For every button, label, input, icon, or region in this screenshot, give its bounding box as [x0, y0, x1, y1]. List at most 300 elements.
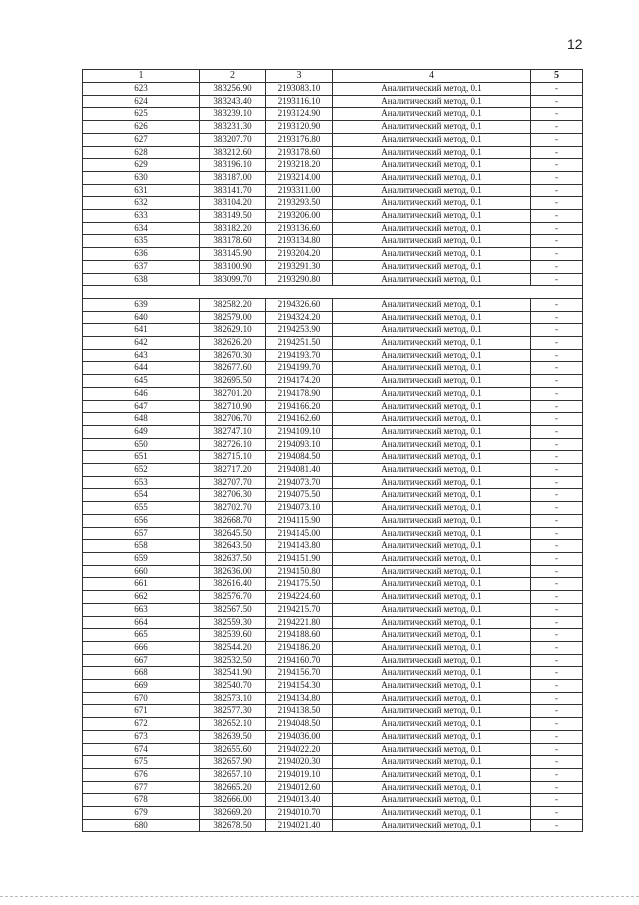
- method-cell: Аналитический метод, 0.1: [333, 362, 531, 375]
- x-coordinate-cell: 382706.30: [200, 489, 266, 502]
- y-coordinate-cell: 2194150.80: [266, 565, 333, 578]
- x-coordinate-cell: 383182.20: [200, 222, 266, 235]
- y-coordinate-cell: 2194178.90: [266, 387, 333, 400]
- method-cell: Аналитический метод, 0.1: [333, 375, 531, 388]
- point-number-cell: 669: [83, 680, 200, 693]
- col5-cell: -: [531, 451, 583, 464]
- point-number-cell: 666: [83, 641, 200, 654]
- col5-cell: -: [531, 514, 583, 527]
- y-coordinate-cell: 2194175.50: [266, 578, 333, 591]
- method-cell: Аналитический метод, 0.1: [333, 616, 531, 629]
- col5-cell: -: [531, 273, 583, 286]
- col5-cell: -: [531, 641, 583, 654]
- method-cell: Аналитический метод, 0.1: [333, 718, 531, 731]
- x-coordinate-cell: 382706.70: [200, 413, 266, 426]
- method-cell: Аналитический метод, 0.1: [333, 197, 531, 210]
- col5-cell: -: [531, 718, 583, 731]
- col5-cell: -: [531, 654, 583, 667]
- col5-cell: -: [531, 680, 583, 693]
- x-coordinate-cell: 382669.20: [200, 807, 266, 820]
- x-coordinate-cell: 382715.10: [200, 451, 266, 464]
- table-row: [83, 654, 583, 667]
- method-cell: Аналитический метод, 0.1: [333, 248, 531, 261]
- x-coordinate-cell: 382717.20: [200, 464, 266, 477]
- header-col-4: 4: [333, 70, 531, 83]
- table-row: [83, 425, 583, 438]
- table-row: [83, 616, 583, 629]
- point-number-cell: 629: [83, 159, 200, 172]
- point-number-cell: 627: [83, 133, 200, 146]
- method-cell: Аналитический метод, 0.1: [333, 603, 531, 616]
- col5-cell: -: [531, 260, 583, 273]
- col5-cell: -: [531, 616, 583, 629]
- x-coordinate-cell: 383256.90: [200, 83, 266, 96]
- point-number-cell: 643: [83, 349, 200, 362]
- y-coordinate-cell: 2193293.50: [266, 197, 333, 210]
- col5-cell: -: [531, 400, 583, 413]
- table-row: [83, 807, 583, 820]
- method-cell: Аналитический метод, 0.1: [333, 121, 531, 134]
- table-row: [83, 794, 583, 807]
- col5-cell: -: [531, 578, 583, 591]
- x-coordinate-cell: 383145.90: [200, 248, 266, 261]
- method-cell: Аналитический метод, 0.1: [333, 413, 531, 426]
- method-cell: Аналитический метод, 0.1: [333, 133, 531, 146]
- y-coordinate-cell: 2194075.50: [266, 489, 333, 502]
- y-coordinate-cell: 2194151.90: [266, 553, 333, 566]
- y-coordinate-cell: 2194019.10: [266, 768, 333, 781]
- col5-cell: -: [531, 603, 583, 616]
- table-row: [83, 680, 583, 693]
- header-col-5: 5: [531, 70, 583, 83]
- col5-cell: -: [531, 565, 583, 578]
- x-coordinate-cell: 383239.10: [200, 108, 266, 121]
- col5-cell: -: [531, 540, 583, 553]
- point-number-cell: 659: [83, 553, 200, 566]
- col5-cell: -: [531, 95, 583, 108]
- table-row: [83, 95, 583, 108]
- y-coordinate-cell: 2194115.90: [266, 514, 333, 527]
- y-coordinate-cell: 2194324.20: [266, 311, 333, 324]
- col5-cell: -: [531, 184, 583, 197]
- y-coordinate-cell: 2194160.70: [266, 654, 333, 667]
- point-number-cell: 654: [83, 489, 200, 502]
- point-number-cell: 646: [83, 387, 200, 400]
- point-number-cell: 656: [83, 514, 200, 527]
- method-cell: Аналитический метод, 0.1: [333, 438, 531, 451]
- col5-cell: -: [531, 807, 583, 820]
- method-cell: Аналитический метод, 0.1: [333, 591, 531, 604]
- method-cell: Аналитический метод, 0.1: [333, 553, 531, 566]
- x-coordinate-cell: 383231.30: [200, 121, 266, 134]
- y-coordinate-cell: 2193120.90: [266, 121, 333, 134]
- method-cell: Аналитический метод, 0.1: [333, 565, 531, 578]
- method-cell: Аналитический метод, 0.1: [333, 311, 531, 324]
- point-number-cell: 676: [83, 768, 200, 781]
- page-bottom-edge: [0, 896, 639, 898]
- y-coordinate-cell: 2194186.20: [266, 641, 333, 654]
- method-cell: Аналитический метод, 0.1: [333, 807, 531, 820]
- x-coordinate-cell: 383178.60: [200, 235, 266, 248]
- table-row: [83, 248, 583, 261]
- y-coordinate-cell: 2193218.20: [266, 159, 333, 172]
- col5-cell: -: [531, 324, 583, 337]
- point-number-cell: 634: [83, 222, 200, 235]
- col5-cell: -: [531, 248, 583, 261]
- y-coordinate-cell: 2194021.40: [266, 819, 333, 832]
- point-number-cell: 664: [83, 616, 200, 629]
- x-coordinate-cell: 382707.70: [200, 476, 266, 489]
- x-coordinate-cell: 383212.60: [200, 146, 266, 159]
- method-cell: Аналитический метод, 0.1: [333, 159, 531, 172]
- x-coordinate-cell: 382666.00: [200, 794, 266, 807]
- table-row: [83, 705, 583, 718]
- y-coordinate-cell: 2194093.10: [266, 438, 333, 451]
- col5-cell: -: [531, 387, 583, 400]
- y-coordinate-cell: 2194154.30: [266, 680, 333, 693]
- col5-cell: -: [531, 705, 583, 718]
- method-cell: Аналитический метод, 0.1: [333, 502, 531, 515]
- y-coordinate-cell: 2194073.70: [266, 476, 333, 489]
- table-row: [83, 527, 583, 540]
- table-row: [83, 413, 583, 426]
- method-cell: Аналитический метод, 0.1: [333, 324, 531, 337]
- method-cell: Аналитический метод, 0.1: [333, 730, 531, 743]
- y-coordinate-cell: 2194134.80: [266, 692, 333, 705]
- table-row: [83, 108, 583, 121]
- method-cell: Аналитический метод, 0.1: [333, 540, 531, 553]
- x-coordinate-cell: 383196.10: [200, 159, 266, 172]
- table-row: [83, 159, 583, 172]
- table-row: [83, 578, 583, 591]
- x-coordinate-cell: 382541.90: [200, 667, 266, 680]
- method-cell: Аналитический метод, 0.1: [333, 171, 531, 184]
- table-row: [83, 718, 583, 731]
- y-coordinate-cell: 2193206.00: [266, 210, 333, 223]
- method-cell: Аналитический метод, 0.1: [333, 514, 531, 527]
- table-row: [83, 476, 583, 489]
- point-number-cell: 644: [83, 362, 200, 375]
- method-cell: Аналитический метод, 0.1: [333, 692, 531, 705]
- method-cell: Аналитический метод, 0.1: [333, 489, 531, 502]
- y-coordinate-cell: 2193311.00: [266, 184, 333, 197]
- table-row: [83, 591, 583, 604]
- point-number-cell: 623: [83, 83, 200, 96]
- method-cell: Аналитический метод, 0.1: [333, 705, 531, 718]
- x-coordinate-cell: 383099.70: [200, 273, 266, 286]
- point-number-cell: 668: [83, 667, 200, 680]
- col5-cell: -: [531, 222, 583, 235]
- table-row: [83, 502, 583, 515]
- col5-cell: -: [531, 425, 583, 438]
- col5-cell: -: [531, 210, 583, 223]
- x-coordinate-cell: 382710.90: [200, 400, 266, 413]
- table-row: [83, 629, 583, 642]
- table-row: [83, 210, 583, 223]
- y-coordinate-cell: 2193290.80: [266, 273, 333, 286]
- y-coordinate-cell: 2194138.50: [266, 705, 333, 718]
- col5-cell: -: [531, 768, 583, 781]
- col5-cell: -: [531, 527, 583, 540]
- table-row: [83, 260, 583, 273]
- x-coordinate-cell: 382579.00: [200, 311, 266, 324]
- x-coordinate-cell: 382701.20: [200, 387, 266, 400]
- method-cell: Аналитический метод, 0.1: [333, 464, 531, 477]
- x-coordinate-cell: 382670.30: [200, 349, 266, 362]
- method-cell: Аналитический метод, 0.1: [333, 273, 531, 286]
- table-row: [83, 464, 583, 477]
- x-coordinate-cell: 382567.50: [200, 603, 266, 616]
- table-row: [83, 197, 583, 210]
- table-row: [83, 451, 583, 464]
- y-coordinate-cell: 2194022.20: [266, 743, 333, 756]
- x-coordinate-cell: 382639.50: [200, 730, 266, 743]
- x-coordinate-cell: 382652.10: [200, 718, 266, 731]
- col5-cell: -: [531, 781, 583, 794]
- point-number-cell: 660: [83, 565, 200, 578]
- table-row: [83, 121, 583, 134]
- y-coordinate-cell: 2194073.10: [266, 502, 333, 515]
- col5-cell: -: [531, 629, 583, 642]
- col5-cell: -: [531, 743, 583, 756]
- point-number-cell: 679: [83, 807, 200, 820]
- point-number-cell: 637: [83, 260, 200, 273]
- table-row: [83, 540, 583, 553]
- point-number-cell: 642: [83, 337, 200, 350]
- table-section-b: [83, 298, 583, 832]
- col5-cell: -: [531, 591, 583, 604]
- table-row: [83, 387, 583, 400]
- col5-cell: -: [531, 83, 583, 96]
- x-coordinate-cell: 382573.10: [200, 692, 266, 705]
- x-coordinate-cell: 382677.60: [200, 362, 266, 375]
- x-coordinate-cell: 383243.40: [200, 95, 266, 108]
- y-coordinate-cell: 2193136.60: [266, 222, 333, 235]
- method-cell: Аналитический метод, 0.1: [333, 260, 531, 273]
- point-number-cell: 630: [83, 171, 200, 184]
- method-cell: Аналитический метод, 0.1: [333, 654, 531, 667]
- y-coordinate-cell: 2193124.90: [266, 108, 333, 121]
- col5-cell: -: [531, 438, 583, 451]
- header-col-3: 3: [266, 70, 333, 83]
- table-row: [83, 553, 583, 566]
- method-cell: Аналитический метод, 0.1: [333, 298, 531, 311]
- point-number-cell: 647: [83, 400, 200, 413]
- method-cell: Аналитический метод, 0.1: [333, 756, 531, 769]
- col5-cell: -: [531, 667, 583, 680]
- point-number-cell: 657: [83, 527, 200, 540]
- table-row: [83, 362, 583, 375]
- x-coordinate-cell: 382637.50: [200, 553, 266, 566]
- y-coordinate-cell: 2193178.60: [266, 146, 333, 159]
- x-coordinate-cell: 383100.90: [200, 260, 266, 273]
- table-row: [83, 514, 583, 527]
- method-cell: Аналитический метод, 0.1: [333, 629, 531, 642]
- method-cell: Аналитический метод, 0.1: [333, 794, 531, 807]
- y-coordinate-cell: 2194020.30: [266, 756, 333, 769]
- method-cell: Аналитический метод, 0.1: [333, 108, 531, 121]
- col5-cell: -: [531, 413, 583, 426]
- x-coordinate-cell: 382626.20: [200, 337, 266, 350]
- page-number: 12: [567, 36, 583, 52]
- x-coordinate-cell: 382532.50: [200, 654, 266, 667]
- col5-cell: -: [531, 464, 583, 477]
- x-coordinate-cell: 382695.50: [200, 375, 266, 388]
- table-row: [83, 730, 583, 743]
- col5-cell: -: [531, 349, 583, 362]
- point-number-cell: 653: [83, 476, 200, 489]
- point-number-cell: 640: [83, 311, 200, 324]
- y-coordinate-cell: 2193116.10: [266, 95, 333, 108]
- y-coordinate-cell: 2194188.60: [266, 629, 333, 642]
- method-cell: Аналитический метод, 0.1: [333, 337, 531, 350]
- x-coordinate-cell: 382655.60: [200, 743, 266, 756]
- method-cell: Аналитический метод, 0.1: [333, 781, 531, 794]
- table-row: [83, 692, 583, 705]
- y-coordinate-cell: 2194193.70: [266, 349, 333, 362]
- y-coordinate-cell: 2194174.20: [266, 375, 333, 388]
- point-number-cell: 672: [83, 718, 200, 731]
- x-coordinate-cell: 382702.70: [200, 502, 266, 515]
- table-row: [83, 565, 583, 578]
- y-coordinate-cell: 2194036.00: [266, 730, 333, 743]
- y-coordinate-cell: 2194084.50: [266, 451, 333, 464]
- method-cell: Аналитический метод, 0.1: [333, 680, 531, 693]
- point-number-cell: 641: [83, 324, 200, 337]
- col5-cell: -: [531, 311, 583, 324]
- x-coordinate-cell: 382747.10: [200, 425, 266, 438]
- header-col-1: 1: [83, 70, 200, 83]
- point-number-cell: 649: [83, 425, 200, 438]
- y-coordinate-cell: 2194109.10: [266, 425, 333, 438]
- x-coordinate-cell: 382657.90: [200, 756, 266, 769]
- table-header-row: [83, 70, 583, 83]
- table-row: [83, 667, 583, 680]
- y-coordinate-cell: 2194162.60: [266, 413, 333, 426]
- x-coordinate-cell: 382636.00: [200, 565, 266, 578]
- method-cell: Аналитический метод, 0.1: [333, 641, 531, 654]
- table-row: [83, 768, 583, 781]
- table-section-a: [83, 83, 583, 286]
- point-number-cell: 671: [83, 705, 200, 718]
- col5-cell: -: [531, 794, 583, 807]
- point-number-cell: 624: [83, 95, 200, 108]
- x-coordinate-cell: 382657.10: [200, 768, 266, 781]
- point-number-cell: 673: [83, 730, 200, 743]
- point-number-cell: 661: [83, 578, 200, 591]
- x-coordinate-cell: 382576.70: [200, 591, 266, 604]
- method-cell: Аналитический метод, 0.1: [333, 387, 531, 400]
- point-number-cell: 648: [83, 413, 200, 426]
- col5-cell: -: [531, 235, 583, 248]
- table-row: [83, 146, 583, 159]
- table-row: [83, 400, 583, 413]
- y-coordinate-cell: 2194156.70: [266, 667, 333, 680]
- point-number-cell: 678: [83, 794, 200, 807]
- table-row: [83, 756, 583, 769]
- x-coordinate-cell: 382539.60: [200, 629, 266, 642]
- point-number-cell: 675: [83, 756, 200, 769]
- col5-cell: -: [531, 362, 583, 375]
- method-cell: Аналитический метод, 0.1: [333, 95, 531, 108]
- point-number-cell: 652: [83, 464, 200, 477]
- x-coordinate-cell: 382577.30: [200, 705, 266, 718]
- col5-cell: -: [531, 108, 583, 121]
- point-number-cell: 636: [83, 248, 200, 261]
- x-coordinate-cell: 382668.70: [200, 514, 266, 527]
- y-coordinate-cell: 2193214.00: [266, 171, 333, 184]
- table-row: [83, 324, 583, 337]
- method-cell: Аналитический метод, 0.1: [333, 222, 531, 235]
- col5-cell: -: [531, 819, 583, 832]
- x-coordinate-cell: 383104.20: [200, 197, 266, 210]
- x-coordinate-cell: 383149.50: [200, 210, 266, 223]
- x-coordinate-cell: 382616.40: [200, 578, 266, 591]
- col5-cell: -: [531, 133, 583, 146]
- y-coordinate-cell: 2194224.60: [266, 591, 333, 604]
- point-number-cell: 665: [83, 629, 200, 642]
- table-row: [83, 641, 583, 654]
- col5-cell: -: [531, 171, 583, 184]
- col5-cell: -: [531, 146, 583, 159]
- y-coordinate-cell: 2194143.80: [266, 540, 333, 553]
- y-coordinate-cell: 2194166.20: [266, 400, 333, 413]
- point-number-cell: 638: [83, 273, 200, 286]
- method-cell: Аналитический метод, 0.1: [333, 210, 531, 223]
- point-number-cell: 658: [83, 540, 200, 553]
- point-number-cell: 626: [83, 121, 200, 134]
- x-coordinate-cell: 383187.00: [200, 171, 266, 184]
- x-coordinate-cell: 382559.30: [200, 616, 266, 629]
- col5-cell: -: [531, 476, 583, 489]
- col5-cell: -: [531, 337, 583, 350]
- method-cell: Аналитический метод, 0.1: [333, 743, 531, 756]
- point-number-cell: 680: [83, 819, 200, 832]
- method-cell: Аналитический метод, 0.1: [333, 146, 531, 159]
- y-coordinate-cell: 2194048.50: [266, 718, 333, 731]
- table-row: [83, 184, 583, 197]
- x-coordinate-cell: 382582.20: [200, 298, 266, 311]
- y-coordinate-cell: 2193134.80: [266, 235, 333, 248]
- table-row: [83, 133, 583, 146]
- table-row: [83, 781, 583, 794]
- col5-cell: -: [531, 489, 583, 502]
- header-col-2: 2: [200, 70, 266, 83]
- y-coordinate-cell: 2194215.70: [266, 603, 333, 616]
- method-cell: Аналитический метод, 0.1: [333, 768, 531, 781]
- point-number-cell: 662: [83, 591, 200, 604]
- coordinates-table: [82, 69, 583, 832]
- y-coordinate-cell: 2194010.70: [266, 807, 333, 820]
- y-coordinate-cell: 2194221.80: [266, 616, 333, 629]
- x-coordinate-cell: 382544.20: [200, 641, 266, 654]
- x-coordinate-cell: 382665.20: [200, 781, 266, 794]
- y-coordinate-cell: 2194012.60: [266, 781, 333, 794]
- point-number-cell: 645: [83, 375, 200, 388]
- table-row: [83, 438, 583, 451]
- y-coordinate-cell: 2194326.60: [266, 298, 333, 311]
- method-cell: Аналитический метод, 0.1: [333, 527, 531, 540]
- empty-separator-row: [83, 286, 583, 299]
- table-row: [83, 311, 583, 324]
- y-coordinate-cell: 2194081.40: [266, 464, 333, 477]
- x-coordinate-cell: 382643.50: [200, 540, 266, 553]
- col5-cell: -: [531, 730, 583, 743]
- table-row: [83, 349, 583, 362]
- col5-cell: -: [531, 121, 583, 134]
- table-row: [83, 375, 583, 388]
- table-row: [83, 273, 583, 286]
